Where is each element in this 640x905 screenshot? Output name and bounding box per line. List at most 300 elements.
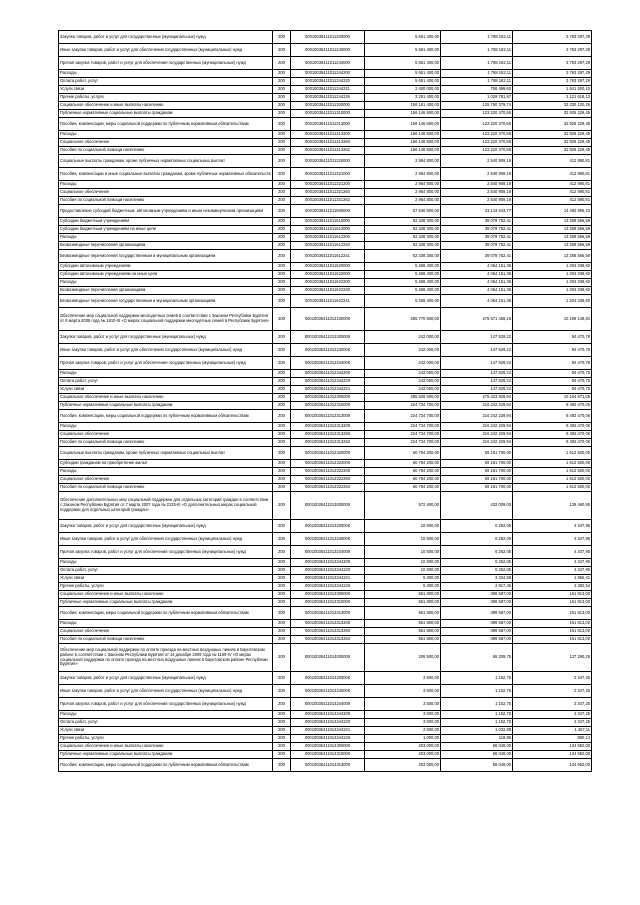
row-executed-cell: 39 079 752,41 xyxy=(441,218,513,226)
row-approved-cell: 203 000,00 xyxy=(365,759,441,772)
row-budget-code-cell: 00010035411012313200 xyxy=(291,423,365,431)
row-executed-cell: 123 220 370,55 xyxy=(441,118,513,131)
row-approved-cell: 242 000,00 xyxy=(365,357,441,370)
row-executed-cell: 39 079 752,41 xyxy=(441,250,513,263)
row-line-code-cell: 200 xyxy=(273,591,291,599)
row-line-code-cell: 200 xyxy=(273,735,291,743)
row-budget-code-cell: 00010035411012322000 xyxy=(291,460,365,468)
row-line-code-cell: 200 xyxy=(273,118,291,131)
row-line-code-cell: 200 xyxy=(273,759,291,772)
table-row xyxy=(59,102,592,110)
row-unexecuted-cell: 161 813,00 xyxy=(513,599,592,607)
row-unexecuted-cell: 161 813,00 xyxy=(513,628,592,636)
row-name-cell: Социальное обеспечение и иные выплаты населению xyxy=(59,394,273,402)
row-executed-cell: 1 788 182,11 xyxy=(441,57,513,70)
row-line-code-cell: 200 xyxy=(273,181,291,189)
row-name-cell: Социальное обеспечение xyxy=(59,189,273,197)
row-executed-cell: 216 242 229,94 xyxy=(441,439,513,447)
table-row xyxy=(59,226,592,234)
row-unexecuted-cell: 13 258 566,59 xyxy=(513,234,592,242)
row-approved-cell: 224 734 700,00 xyxy=(365,431,441,439)
row-line-code-cell: 200 xyxy=(273,250,291,263)
row-budget-code-cell: 00010035411014244226 xyxy=(291,735,365,743)
row-approved-cell: 52 338 300,00 xyxy=(365,234,441,242)
row-name-cell: Обеспечение мер социальной поддержки по оплате проезда на местных воздушных линиях в Баунтовском районе в соответствии с Законом Республики Бурятия от 14 декабря 2009 года № 1169-IV «О мерах социальной поддержки по оплате проезда на местных воздушных линиях в Баунтовском районе Республики Бурятия» xyxy=(59,644,273,672)
row-approved-cell: 156 146 600,00 xyxy=(365,118,441,131)
row-line-code-cell: 200 xyxy=(273,331,291,344)
row-unexecuted-cell: 4 347,95 xyxy=(513,559,592,567)
row-approved-cell: 2 954 800,00 xyxy=(365,155,441,168)
row-approved-cell: 3 500,00 xyxy=(365,711,441,719)
row-budget-code-cell: 00010035411012244000 xyxy=(291,357,365,370)
row-unexecuted-cell: 94 470,78 xyxy=(513,331,592,344)
row-unexecuted-cell: 1 204 338,60 xyxy=(513,279,592,287)
table-row xyxy=(59,546,592,559)
row-approved-cell: 5 268 400,00 xyxy=(365,279,441,287)
row-line-code-cell: 200 xyxy=(273,139,291,147)
row-executed-cell: 758 499,60 xyxy=(441,86,513,94)
row-unexecuted-cell: 2 347,25 xyxy=(513,672,592,685)
row-executed-cell: 399 587,00 xyxy=(441,628,513,636)
row-unexecuted-cell: 94 470,78 xyxy=(513,344,592,357)
row-line-code-cell: 200 xyxy=(273,279,291,287)
row-unexecuted-cell: 2 121 618,13 xyxy=(513,94,592,102)
expenditure-table xyxy=(58,30,592,772)
row-name-cell: Социальное обеспечение xyxy=(59,628,273,636)
row-approved-cell: 561 800,00 xyxy=(365,591,441,599)
table-row xyxy=(59,139,592,147)
row-budget-code-cell: 00010035411013000000 xyxy=(291,492,365,520)
row-executed-cell: 68 048,00 xyxy=(441,743,513,751)
row-unexecuted-cell: 412 890,81 xyxy=(513,155,592,168)
row-budget-code-cell: 00010035411011244221 xyxy=(291,86,365,94)
row-unexecuted-cell: 3 763 297,29 xyxy=(513,44,592,57)
row-name-cell: Услуги связи xyxy=(59,575,273,583)
row-line-code-cell: 200 xyxy=(273,155,291,168)
row-line-code-cell: 200 xyxy=(273,242,291,250)
row-name-cell: Прочая закупка товаров, работ и услуг для обеспечения государственных (муниципальных) нужд xyxy=(59,57,273,70)
row-line-code-cell: 200 xyxy=(273,439,291,447)
row-name-cell: Закупка товаров, работ и услуг для государственных (муниципальных) нужд xyxy=(59,520,273,533)
row-executed-cell: 147 529,22 xyxy=(441,378,513,386)
row-approved-cell: 60 794 200,00 xyxy=(365,476,441,484)
row-unexecuted-cell: 2 347,25 xyxy=(513,719,592,727)
table-row xyxy=(59,331,592,344)
row-line-code-cell: 200 xyxy=(273,743,291,751)
row-line-code-cell: 200 xyxy=(273,751,291,759)
row-unexecuted-cell: 94 470,78 xyxy=(513,378,592,386)
row-name-cell: Социальное обеспечение xyxy=(59,431,273,439)
row-line-code-cell: 200 xyxy=(273,533,291,546)
row-budget-code-cell: 00010035411013300000 xyxy=(291,591,365,599)
row-budget-code-cell: 00010035411011610000 xyxy=(291,218,365,226)
row-name-cell: Иные закупки товаров, работ и услуг для обеспечения государственных (муниципальных) нужд xyxy=(59,533,273,546)
row-budget-code-cell: 00010035411011300000 xyxy=(291,102,365,110)
row-approved-cell: 224 734 700,00 xyxy=(365,410,441,423)
row-approved-cell: 158 151 400,00 xyxy=(365,102,441,110)
row-budget-code-cell: 00010035411013244221 xyxy=(291,575,365,583)
table-row xyxy=(59,263,592,271)
row-unexecuted-cell: 8 492 470,06 xyxy=(513,423,592,431)
row-executed-cell: 4 064 151,36 xyxy=(441,287,513,295)
row-executed-cell: 68 048,00 xyxy=(441,759,513,772)
row-unexecuted-cell: 2 347,25 xyxy=(513,685,592,698)
row-approved-cell: 5 651 400,00 xyxy=(365,70,441,78)
row-name-cell: Расходы xyxy=(59,370,273,378)
row-name-cell: Пособия по социальной помощи населению xyxy=(59,197,273,205)
row-unexecuted-cell: 1 965,41 xyxy=(513,575,592,583)
row-name-cell: Пособия, компенсации, меры социальной поддержки по публичным нормативным обязательствам xyxy=(59,118,273,131)
row-approved-cell: 203 000,00 xyxy=(365,743,441,751)
row-name-cell: Социальные выплаты гражданам, кроме публичных нормативных социальных выплат xyxy=(59,155,273,168)
table-row xyxy=(59,567,592,575)
row-line-code-cell: 200 xyxy=(273,218,291,226)
row-budget-code-cell: 00010035411014244000 xyxy=(291,698,365,711)
row-budget-code-cell: 00010035411011321262 xyxy=(291,197,365,205)
row-approved-cell: 60 794 200,00 xyxy=(365,484,441,492)
row-name-cell: Предоставление субсидий бюджетным, автономным учреждениям и иным некоммерческим организациям xyxy=(59,205,273,218)
row-executed-cell: 59 181 700,00 xyxy=(441,476,513,484)
row-unexecuted-cell: 4 347,95 xyxy=(513,567,592,575)
row-unexecuted-cell: 1 204 338,60 xyxy=(513,287,592,295)
row-line-code-cell: 200 xyxy=(273,559,291,567)
table-row xyxy=(59,205,592,218)
row-name-cell: Прочие работы, услуги xyxy=(59,583,273,591)
row-budget-code-cell: 00010035411011310000 xyxy=(291,110,365,118)
row-executed-cell: 1 152,75 xyxy=(441,685,513,698)
row-name-cell: Пособия по социальной помощи населению xyxy=(59,147,273,155)
row-unexecuted-cell: 13 258 566,59 xyxy=(513,242,592,250)
row-unexecuted-cell: 2 382,54 xyxy=(513,583,592,591)
table-row xyxy=(59,751,592,759)
row-name-cell: Расходы xyxy=(59,181,273,189)
table-row xyxy=(59,386,592,394)
table-row xyxy=(59,78,592,86)
row-executed-cell: 2 540 909,19 xyxy=(441,168,513,181)
row-unexecuted-cell: 32 926 229,45 xyxy=(513,147,592,155)
row-unexecuted-cell: 8 492 470,06 xyxy=(513,410,592,423)
row-unexecuted-cell: 412 890,81 xyxy=(513,197,592,205)
row-executed-cell: 147 529,22 xyxy=(441,370,513,378)
table-row xyxy=(59,759,592,772)
row-budget-code-cell: 00010035411014244221 xyxy=(291,727,365,735)
table-row xyxy=(59,242,592,250)
row-approved-cell: 242 000,00 xyxy=(365,386,441,394)
row-budget-code-cell: 00010035411011620000 xyxy=(291,263,365,271)
row-line-code-cell: 200 xyxy=(273,131,291,139)
row-executed-cell: 68 048,00 xyxy=(441,751,513,759)
row-unexecuted-cell: 13 258 566,59 xyxy=(513,250,592,263)
row-approved-cell: 10 600,00 xyxy=(365,559,441,567)
row-executed-cell: 399 587,00 xyxy=(441,620,513,628)
row-line-code-cell: 200 xyxy=(273,628,291,636)
row-budget-code-cell: 00010035411012313260 xyxy=(291,431,365,439)
row-unexecuted-cell: 13 258 566,59 xyxy=(513,226,592,234)
table-row xyxy=(59,628,592,636)
row-name-cell: Расходы xyxy=(59,234,273,242)
row-executed-cell: 1 152,75 xyxy=(441,711,513,719)
row-unexecuted-cell: 4 347,95 xyxy=(513,520,592,533)
row-line-code-cell: 200 xyxy=(273,460,291,468)
row-budget-code-cell: 00010035411011600000 xyxy=(291,205,365,218)
row-executed-cell: 6 252,05 xyxy=(441,520,513,533)
row-budget-code-cell: 00010035411013244226 xyxy=(291,583,365,591)
table-row xyxy=(59,295,592,308)
row-line-code-cell: 200 xyxy=(273,197,291,205)
row-approved-cell: 561 800,00 xyxy=(365,628,441,636)
row-executed-cell: 1 152,75 xyxy=(441,672,513,685)
row-executed-cell: 43 143 643,77 xyxy=(441,205,513,218)
row-line-code-cell: 200 xyxy=(273,378,291,386)
row-name-cell: Пособия, компенсации, меры социальной поддержки по публичным нормативным обязательствам xyxy=(59,759,273,772)
row-executed-cell: 1 788 182,11 xyxy=(441,44,513,57)
row-executed-cell: 123 220 370,55 xyxy=(441,110,513,118)
row-executed-cell: 399 587,00 xyxy=(441,599,513,607)
row-executed-cell: 123 220 370,55 xyxy=(441,131,513,139)
row-line-code-cell: 200 xyxy=(273,727,291,735)
table-row xyxy=(59,218,592,226)
row-approved-cell: 2 954 800,00 xyxy=(365,168,441,181)
row-name-cell: Оплата работ, услуг xyxy=(59,378,273,386)
budget-report-page xyxy=(58,30,591,772)
row-name-cell: Пособия по социальной помощи населению xyxy=(59,636,273,644)
row-line-code-cell: 200 xyxy=(273,644,291,672)
row-line-code-cell: 200 xyxy=(273,394,291,402)
row-executed-cell: 216 242 229,94 xyxy=(441,423,513,431)
row-unexecuted-cell: 880,14 xyxy=(513,735,592,743)
row-unexecuted-cell: 3 763 297,29 xyxy=(513,78,592,86)
row-budget-code-cell: 00010035411014244200 xyxy=(291,711,365,719)
row-unexecuted-cell: 3 763 297,29 xyxy=(513,70,592,78)
table-row xyxy=(59,468,592,476)
row-approved-cell: 3 251 400,00 xyxy=(365,94,441,102)
row-budget-code-cell: 00010035411012200000 xyxy=(291,331,365,344)
row-unexecuted-cell: 412 890,81 xyxy=(513,189,592,197)
row-budget-code-cell: 00010035411012313000 xyxy=(291,410,365,423)
row-approved-cell: 224 734 700,00 xyxy=(365,423,441,431)
row-unexecuted-cell: 4 347,95 xyxy=(513,533,592,546)
table-row xyxy=(59,370,592,378)
row-name-cell: Расходы xyxy=(59,559,273,567)
row-unexecuted-cell: 412 890,81 xyxy=(513,181,592,189)
row-name-cell: Социальное обеспечение и иные выплаты населению xyxy=(59,102,273,110)
row-name-cell: Иные закупки товаров, работ и услуг для обеспечения государственных (муниципальных) нужд xyxy=(59,685,273,698)
row-executed-cell: 1 032,89 xyxy=(441,727,513,735)
row-unexecuted-cell: 32 926 229,45 xyxy=(513,131,592,139)
row-approved-cell: 57 636 600,00 xyxy=(365,205,441,218)
row-approved-cell: 52 338 300,00 xyxy=(365,218,441,226)
row-budget-code-cell: 00010035411011200000 xyxy=(291,31,365,44)
row-unexecuted-cell: 94 470,78 xyxy=(513,386,592,394)
row-name-cell: Обеспечение дополнительных мер социальной поддержки для отдельных категорий граждан в соответствии с Законом Республики Бурятия от 7 марта 2007 года № 2125-III «О дополнительных мерах социальной поддержки для отдельных категорий граждан» xyxy=(59,492,273,520)
row-approved-cell: 10 600,00 xyxy=(365,520,441,533)
table-row xyxy=(59,636,592,644)
row-approved-cell: 242 000,00 xyxy=(365,331,441,344)
row-name-cell: Субсидии бюджетным учреждениям на иные цели xyxy=(59,226,273,234)
row-line-code-cell: 200 xyxy=(273,520,291,533)
row-name-cell: Расходы xyxy=(59,423,273,431)
row-name-cell: Прочие работы, услуги xyxy=(59,94,273,102)
row-unexecuted-cell: 161 813,00 xyxy=(513,607,592,620)
table-row xyxy=(59,644,592,672)
row-unexecuted-cell: 94 470,78 xyxy=(513,370,592,378)
row-unexecuted-cell: 10 199 148,84 xyxy=(513,308,592,331)
row-line-code-cell: 200 xyxy=(273,344,291,357)
row-budget-code-cell: 00010035411012244221 xyxy=(291,386,365,394)
row-unexecuted-cell: 8 492 470,06 xyxy=(513,439,592,447)
row-line-code-cell: 200 xyxy=(273,287,291,295)
row-unexecuted-cell: 3 763 297,29 xyxy=(513,57,592,70)
row-line-code-cell: 200 xyxy=(273,447,291,460)
row-approved-cell: 5 268 400,00 xyxy=(365,263,441,271)
row-name-cell: Субсидии автономным учреждениям на иные цели xyxy=(59,271,273,279)
row-budget-code-cell: 00010035411011622200 xyxy=(291,279,365,287)
table-row xyxy=(59,31,592,44)
row-executed-cell: 39 079 752,41 xyxy=(441,242,513,250)
row-name-cell: Услуги связи xyxy=(59,86,273,94)
row-budget-code-cell: 00010035411011313200 xyxy=(291,131,365,139)
table-row xyxy=(59,599,592,607)
row-executed-cell: 1 152,75 xyxy=(441,719,513,727)
row-budget-code-cell: 00010035411013313262 xyxy=(291,636,365,644)
row-budget-code-cell: 00010035411013313000 xyxy=(291,607,365,620)
row-executed-cell: 433 009,05 xyxy=(441,492,513,520)
row-executed-cell: 1 788 182,11 xyxy=(441,31,513,44)
row-executed-cell: 1 788 182,11 xyxy=(441,70,513,78)
row-executed-cell: 59 181 700,00 xyxy=(441,460,513,468)
table-row xyxy=(59,533,592,546)
row-executed-cell: 4 064 151,36 xyxy=(441,271,513,279)
row-executed-cell: 1 029 781,87 xyxy=(441,94,513,102)
row-budget-code-cell: 00010035411013313200 xyxy=(291,620,365,628)
row-budget-code-cell: 00010035411012100000 xyxy=(291,308,365,331)
row-name-cell: Расходы xyxy=(59,711,273,719)
table-row xyxy=(59,155,592,168)
row-approved-cell: 156 146 600,00 xyxy=(365,131,441,139)
row-approved-cell: 224 734 700,00 xyxy=(365,402,441,410)
table-row xyxy=(59,308,592,331)
table-row xyxy=(59,410,592,423)
row-line-code-cell: 200 xyxy=(273,234,291,242)
row-budget-code-cell: 00010035411011244200 xyxy=(291,70,365,78)
row-budget-code-cell: 00010035411011321200 xyxy=(291,181,365,189)
row-budget-code-cell: 00010035411012300000 xyxy=(291,394,365,402)
row-line-code-cell: 200 xyxy=(273,468,291,476)
row-line-code-cell: 200 xyxy=(273,476,291,484)
row-name-cell: Пособия по социальной помощи населению xyxy=(59,484,273,492)
row-approved-cell: 60 794 200,00 xyxy=(365,468,441,476)
row-executed-cell: 39 079 752,41 xyxy=(441,226,513,234)
row-name-cell: Безвозмездные перечисления государственным и муниципальным организациям xyxy=(59,295,273,308)
row-budget-code-cell: 00010035411011612200 xyxy=(291,234,365,242)
row-line-code-cell: 200 xyxy=(273,492,291,520)
row-budget-code-cell: 00010035411011313262 xyxy=(291,147,365,155)
row-approved-cell: 5 651 400,00 xyxy=(365,44,441,57)
row-executed-cell: 147 529,22 xyxy=(441,344,513,357)
row-approved-cell: 2 954 800,00 xyxy=(365,181,441,189)
row-name-cell: Безвозмездные перечисления организациям xyxy=(59,287,273,295)
row-line-code-cell: 200 xyxy=(273,205,291,218)
table-row xyxy=(59,168,592,181)
row-approved-cell: 5 268 400,00 xyxy=(365,287,441,295)
row-name-cell: Пособия, компенсации, меры социальной поддержки по публичным нормативным обязательствам xyxy=(59,410,273,423)
table-row xyxy=(59,484,592,492)
table-row xyxy=(59,719,592,727)
row-executed-cell: 399 587,00 xyxy=(441,591,513,599)
row-unexecuted-cell: 14 492 956,23 xyxy=(513,205,592,218)
row-name-cell: Прочая закупка товаров, работ и услуг для обеспечения государственных (муниципальных) нужд xyxy=(59,357,273,370)
row-line-code-cell: 200 xyxy=(273,147,291,155)
row-name-cell: Обеспечение мер социальной поддержки многодетных семей в соответствии с Законом Республики Бурятия от 8 марта 2008 года № 1610-III «О мерах социальной поддержки многодетных семей в Республике Бурятия» xyxy=(59,308,273,331)
row-approved-cell: 2 400 000,00 xyxy=(365,86,441,94)
row-executed-cell: 123 220 370,55 xyxy=(441,147,513,155)
row-budget-code-cell: 00010035411011244220 xyxy=(291,78,365,86)
table-row xyxy=(59,685,592,698)
row-executed-cell: 2 540 909,19 xyxy=(441,181,513,189)
row-approved-cell: 572 400,00 xyxy=(365,492,441,520)
row-approved-cell: 10 600,00 xyxy=(365,567,441,575)
row-approved-cell: 2 500,00 xyxy=(365,727,441,735)
row-line-code-cell: 200 xyxy=(273,263,291,271)
row-name-cell: Услуги связи xyxy=(59,386,273,394)
row-name-cell: Прочие работы, услуги xyxy=(59,735,273,743)
row-executed-cell: 275 423 928,94 xyxy=(441,394,513,402)
row-executed-cell: 6 252,05 xyxy=(441,559,513,567)
row-name-cell: Социальное обеспечение xyxy=(59,139,273,147)
row-name-cell: Расходы xyxy=(59,279,273,287)
table-row xyxy=(59,57,592,70)
row-executed-cell: 1 152,75 xyxy=(441,698,513,711)
row-name-cell: Прочая закупка товаров, работ и услуг для обеспечения государственных (муниципальных) нужд xyxy=(59,546,273,559)
row-line-code-cell: 200 xyxy=(273,226,291,234)
row-approved-cell: 285 528 600,00 xyxy=(365,394,441,402)
row-approved-cell: 52 338 300,00 xyxy=(365,250,441,263)
table-row xyxy=(59,402,592,410)
row-unexecuted-cell: 139 460,95 xyxy=(513,492,592,520)
row-unexecuted-cell: 8 492 470,06 xyxy=(513,431,592,439)
row-name-cell: Безвозмездные перечисления организациям xyxy=(59,242,273,250)
row-name-cell: Услуги связи xyxy=(59,727,273,735)
row-unexecuted-cell: 1 204 338,60 xyxy=(513,263,592,271)
row-approved-cell: 2 954 800,00 xyxy=(365,189,441,197)
table-row xyxy=(59,271,592,279)
table-row xyxy=(59,279,592,287)
row-unexecuted-cell: 1 204 338,60 xyxy=(513,271,592,279)
row-approved-cell: 156 146 600,00 xyxy=(365,110,441,118)
table-row xyxy=(59,94,592,102)
row-unexecuted-cell: 137 290,25 xyxy=(513,644,592,672)
row-approved-cell: 52 338 300,00 xyxy=(365,226,441,234)
row-approved-cell: 3 500,00 xyxy=(365,672,441,685)
row-approved-cell: 1 000,00 xyxy=(365,735,441,743)
table-row xyxy=(59,110,592,118)
row-name-cell: Пособия по социальной помощи населению xyxy=(59,439,273,447)
row-line-code-cell: 200 xyxy=(273,31,291,44)
table-row xyxy=(59,394,592,402)
row-name-cell: Субсидии бюджетным учреждениям xyxy=(59,218,273,226)
row-approved-cell: 242 000,00 xyxy=(365,370,441,378)
row-budget-code-cell: 00010035411011244226 xyxy=(291,94,365,102)
row-name-cell: Иные закупки товаров, работ и услуг для обеспечения государственных (муниципальных) нужд xyxy=(59,344,273,357)
row-budget-code-cell: 00010035411011612241 xyxy=(291,250,365,263)
table-row xyxy=(59,575,592,583)
row-budget-code-cell: 00010035411014244220 xyxy=(291,719,365,727)
row-name-cell: Социальные выплаты гражданам, кроме публичных нормативных социальных выплат xyxy=(59,447,273,460)
row-approved-cell: 5 268 400,00 xyxy=(365,271,441,279)
table-row xyxy=(59,378,592,386)
row-approved-cell: 10 600,00 xyxy=(365,546,441,559)
row-unexecuted-cell: 1 641 500,10 xyxy=(513,86,592,94)
